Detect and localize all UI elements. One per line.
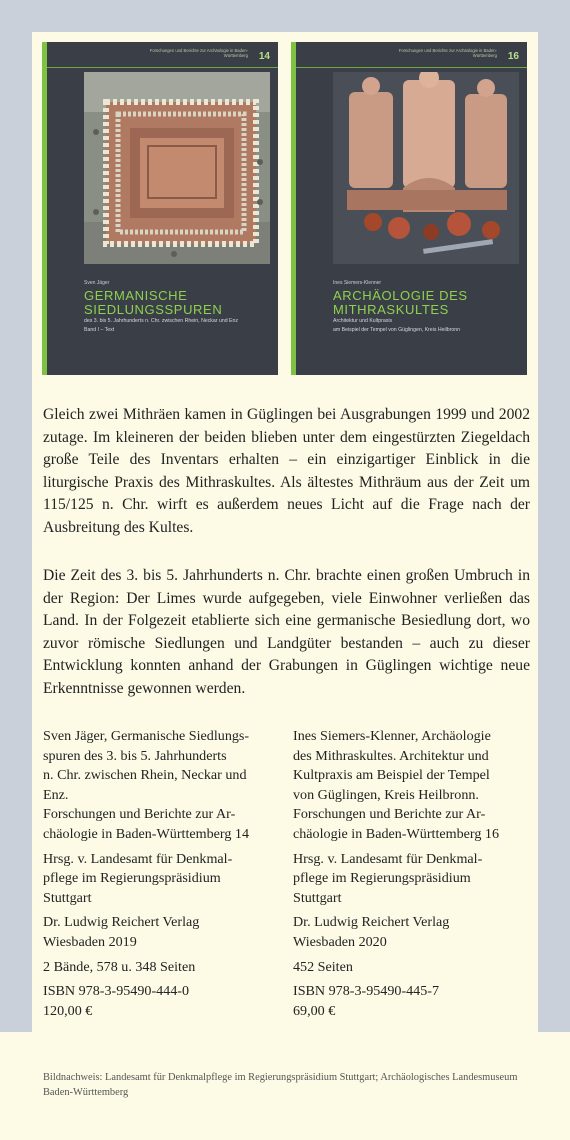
cover-author: Ines Siemers-Klenner xyxy=(333,280,382,286)
book-details-16 xyxy=(293,727,538,1021)
book-cover-14 xyxy=(42,42,278,375)
cover-title-line1: ARCHÄOLOGIE DES xyxy=(333,288,468,303)
book-citation: Ines Siemers-Klenner, Archäologie des Mithraskultes. Architektur und Kultpraxis am Beispiel der Tempel von Güglingen, Kreis Heilbronn. Forschungen und Berichte zur Ar- chäologie in Baden-Württemberg 16 xyxy=(293,728,499,842)
cover-number: 14 xyxy=(258,51,270,62)
cover-series: Forschungen und Berichte zur Archäologie in Baden-Württemberg xyxy=(149,48,248,58)
book-details-14 xyxy=(43,727,288,1021)
cover-rule xyxy=(47,67,278,68)
cover-subtitle xyxy=(333,317,523,334)
cover-series: Forschungen und Berichte zur Archäologie in Baden-Württemberg xyxy=(398,48,497,58)
book-editor: Hrsg. v. Landesamt für Denkmal- pflege im Regierungspräsidium Stuttgart xyxy=(293,850,483,906)
cover-subtitle xyxy=(84,317,274,334)
book-pages: 2 Bände, 578 u. 348 Seiten xyxy=(43,958,196,975)
frame-left xyxy=(0,0,32,1032)
book-publisher: Dr. Ludwig Reichert Verlag Wiesbaden 2019 xyxy=(43,914,200,950)
excavation-photo xyxy=(84,72,270,264)
cover-stripe xyxy=(291,42,296,375)
cover-title-line2: MITHRASKULTES xyxy=(333,301,449,317)
cover-author: Sven Jäger xyxy=(84,280,110,286)
cover-number: 16 xyxy=(507,51,519,62)
book-isbn: ISBN 978-3-95490-444-0 xyxy=(43,983,190,1000)
book-cover-16 xyxy=(291,42,527,375)
book-price: 69,00 € xyxy=(293,1002,336,1019)
cover-rule xyxy=(296,67,527,68)
cover-title xyxy=(333,289,523,316)
intro-paragraph: Gleich zwei Mithräen kamen in Güglingen bei Ausgrabungen 1999 und 2002 zutage. Im kleineren der beiden blieben unter dem eingestürzten Ziegeldach große Teile des Inventars erhalten – ein einzigartiger Einblick in die liturgische Praxis des Mithraskultes. Als ältestes Mithräum aus der Zeit um 115/125 n. Chr. wirft es außerdem neues Licht auf die Frage nach der Ausbreitung des Kultes. xyxy=(43,406,530,536)
cover-subtitle-line1: des 3. bis 5. Jahrhunderts n. Chr. zwischen Rhein, Neckar und Enz xyxy=(84,318,238,324)
cover-title-line1: GERMANISCHE xyxy=(84,288,188,303)
frame-top xyxy=(0,0,570,32)
cover-subtitle-line1: Architektur und Kultpraxis xyxy=(333,318,393,324)
book-citation: Sven Jäger, Germanische Siedlungs- spuren des 3. bis 5. Jahrhunderts n. Chr. zwischen Rhein, Neckar und Enz. Forschungen und Berichte zur Ar- chäologie in Baden-Württemberg 14 xyxy=(43,728,250,842)
cover-title-line2: SIEDLUNGSSPUREN xyxy=(84,301,223,317)
cover-subtitle-line2: am Beispiel der Tempel von Güglingen, Kreis Heilbronn xyxy=(333,326,461,333)
book-isbn: ISBN 978-3-95490-445-7 xyxy=(293,983,440,1000)
book-pages: 452 Seiten xyxy=(293,958,353,975)
image-credit: Bildnachweis: Landesamt für Denkmalpflege im Regierungspräsidium Stuttgart; Archäologisches Landesmuseum Baden-Württemberg xyxy=(43,1072,518,1098)
cover-stripe xyxy=(42,42,47,375)
book-publisher: Dr. Ludwig Reichert Verlag Wiesbaden 2020 xyxy=(293,914,450,950)
relief-photo xyxy=(333,72,519,264)
book-editor: Hrsg. v. Landesamt für Denkmal- pflege im Regierungspräsidium Stuttgart xyxy=(43,850,233,906)
cover-title xyxy=(84,289,274,316)
history-paragraph: Die Zeit des 3. bis 5. Jahrhunderts n. Chr. brachte einen großen Umbruch in der Region: Der Limes wurde aufgegeben, viele Einwohner verließen das Land. In der Folgezeit etablierte sich eine germanische Besiedlung dort, wo zuvor römische Siedlungen und Landgüter bestanden – auch zu dieser Entwicklung konnten anhand der Grabungen in Güglingen wichtige neue Erkenntnisse gewonnen werden. xyxy=(43,567,530,697)
book-price: 120,00 € xyxy=(43,1002,93,1019)
cover-subtitle-line2: Band I – Text xyxy=(84,326,115,333)
frame-right xyxy=(538,0,570,1032)
